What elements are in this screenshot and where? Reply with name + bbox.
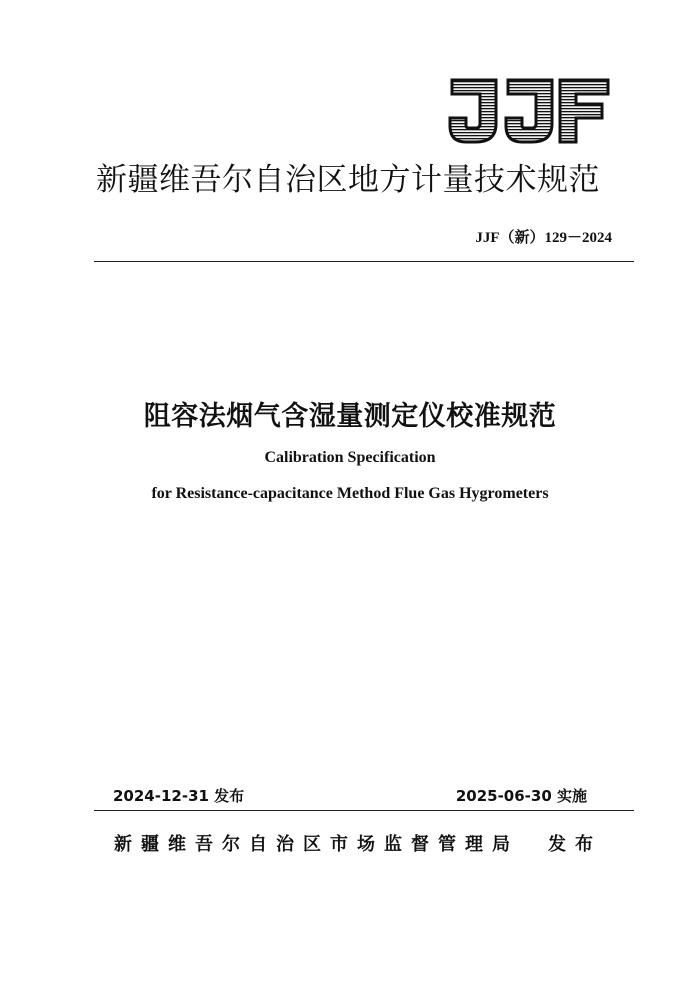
implementation-date: 2025-06-30 实施 [455,787,587,805]
issuing-authority: 新疆维吾尔自治区市场监督管理局 [114,834,519,855]
series-title: 新疆维吾尔自治区地方计量技术规范 [96,162,600,198]
document-code: JJF（新）129－2024 [475,230,612,246]
top-divider [94,261,634,262]
bottom-divider [94,810,634,811]
document-title-english-line2: for Resistance-capacitance Method Flue Gas Hygrometers [151,485,549,502]
issue-action: 发布 [548,834,602,855]
document-title-chinese: 阻容法烟气含湿量测定仪校准规范 [143,401,557,432]
jjf-logo-icon [446,78,612,144]
issue-date: 2024-12-31 发布 [113,787,245,805]
document-title-english-line1: Calibration Specification [264,449,436,466]
